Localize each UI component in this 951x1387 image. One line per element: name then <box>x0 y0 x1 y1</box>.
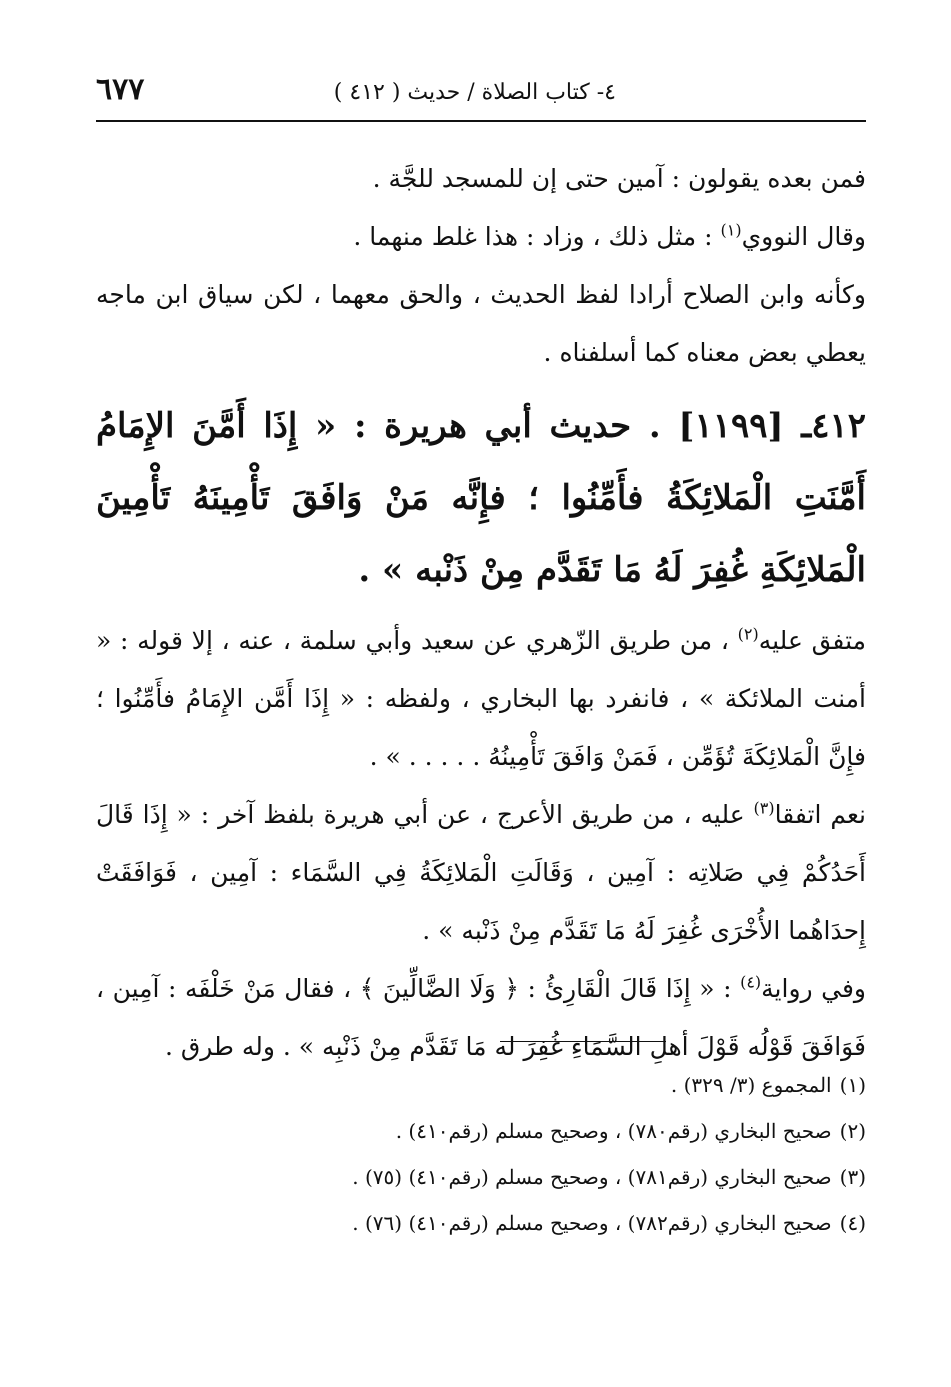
paragraph-3: وكأنه وابن الصلاح أرادا لفظ الحديث ، والحق معهما ، لكن سياق ابن ماجه يعطي بعض معناه كما أسلفناه . <box>96 280 866 367</box>
paragraph-4-text-a: متفق عليه <box>758 626 866 655</box>
footnote-text: صحيح البخاري (رقم٧٨٠) ، وصحيح مسلم (رقم٤١٠) . <box>395 1119 832 1143</box>
footnote-text: المجموع (٣/ ٣٢٩) . <box>670 1073 832 1097</box>
paragraph-5-text-a: نعم اتفقا <box>774 800 867 829</box>
footnote-ref-2[interactable]: (٢) <box>737 624 759 644</box>
paragraph-5-text-b: عليه ، من طريق الأعرج ، عن أبي هريرة بلفظ آخر : « إِذَا قَالَ أَحَدُكُمْ فِي صَلاتِه : آمِين ، وَقَالَتِ الْمَلائِكَةُ فِي السَّمَاء : آمِين ، فَوَافَقَتْ إِحدَاهُما الأُخْرَى غُفِرَ لَهُ مَا تَقَدَّم مِنْ ذَنْبه » . <box>96 800 866 945</box>
header-rule <box>96 120 866 122</box>
footnote-2 <box>96 1108 866 1154</box>
footnote-number: (٤) <box>839 1211 866 1235</box>
paragraph-6 <box>96 960 866 1076</box>
footnote-number: (١) <box>839 1073 866 1097</box>
footnote-4 <box>96 1200 866 1246</box>
footnote-ref-3[interactable]: (٣) <box>753 798 775 818</box>
paragraph-2 <box>96 208 866 266</box>
footnote-ref-1[interactable]: (١) <box>720 220 742 240</box>
footnote-text: صحيح البخاري (رقم٧٨١) ، وصحيح مسلم (رقم٤١٠) (٧٥) . <box>352 1165 832 1189</box>
footnote-number: (٣) <box>839 1165 866 1189</box>
main-text <box>96 150 866 1076</box>
paragraph-6-text-a: وفي رواية <box>761 974 866 1003</box>
paragraph-4 <box>96 612 866 786</box>
hadith-heading: ٤١٢ـ [١١٩٩] . حديث أبي هريرة : « إِذَا أَمَّنَ الإِمَامُ أَمَّنَتِ الْمَلائِكَةُ فأَمِّنُوا ؛ فإِنَّه مَنْ وَافَقَ تَأْمِينَهُ تَأْمِينَ الْمَلائِكَةِ غُفِرَ لَهُ مَا تَقَدَّم مِنْ ذَنْبه » . <box>96 406 866 590</box>
paragraph-5 <box>96 786 866 960</box>
page-number: ٦٧٧ <box>96 72 145 107</box>
footnote-ref-4[interactable]: (٤) <box>740 972 762 992</box>
paragraph-4-text-b: ، من طريق الزّهري عن سعيد وأبي سلمة ، عنه ، إلا قوله : « أمنت الملائكة » ، فانفرد بها البخاري ، ولفظه : « إِذَا أَمَّن الإِمَامُ فأَمِّنُوا ؛ فإِنَّ الْمَلائِكَةَ تُؤَمِّن ، فَمَنْ وَافَقَ تَأْمِينُهُ . . . . . » . <box>96 626 866 771</box>
paragraph-1: فمن بعده يقولون : آمين حتى إن للمسجد للجَّة . <box>372 164 866 193</box>
footnote-number: (٢) <box>839 1119 866 1143</box>
footnote-text: صحيح البخاري (رقم٧٨٢) ، وصحيح مسلم (رقم٤١٠) (٧٦) . <box>352 1211 832 1235</box>
footnote-separator <box>500 1041 666 1042</box>
footnotes <box>96 1062 866 1246</box>
running-title: ٤- كتاب الصلاة / حديث ( ٤١٢ ) <box>333 80 616 105</box>
footnote-1 <box>96 1062 866 1108</box>
paragraph-2-text-b: : مثل ذلك ، وزاد : هذا غلط منهما . <box>353 222 721 251</box>
footnote-3 <box>96 1154 866 1200</box>
paragraph-6-text-b: : « إِذَا قَالَ الْقَارِئُ : ﴿ وَلَا الضَّالِّينَ ﴾ ، فقال مَنْ خَلْفَه : آمِين ، فَوَافَقَ قَوْلُه قَوْلَ أهلِ السَّمَاءِ غُفِرَ له مَا تَقَدَّم مِنْ ذَنْبِه » . وله طرق . <box>96 974 866 1061</box>
paragraph-2-text-a: وقال النووي <box>741 222 866 251</box>
page-header <box>96 72 866 120</box>
